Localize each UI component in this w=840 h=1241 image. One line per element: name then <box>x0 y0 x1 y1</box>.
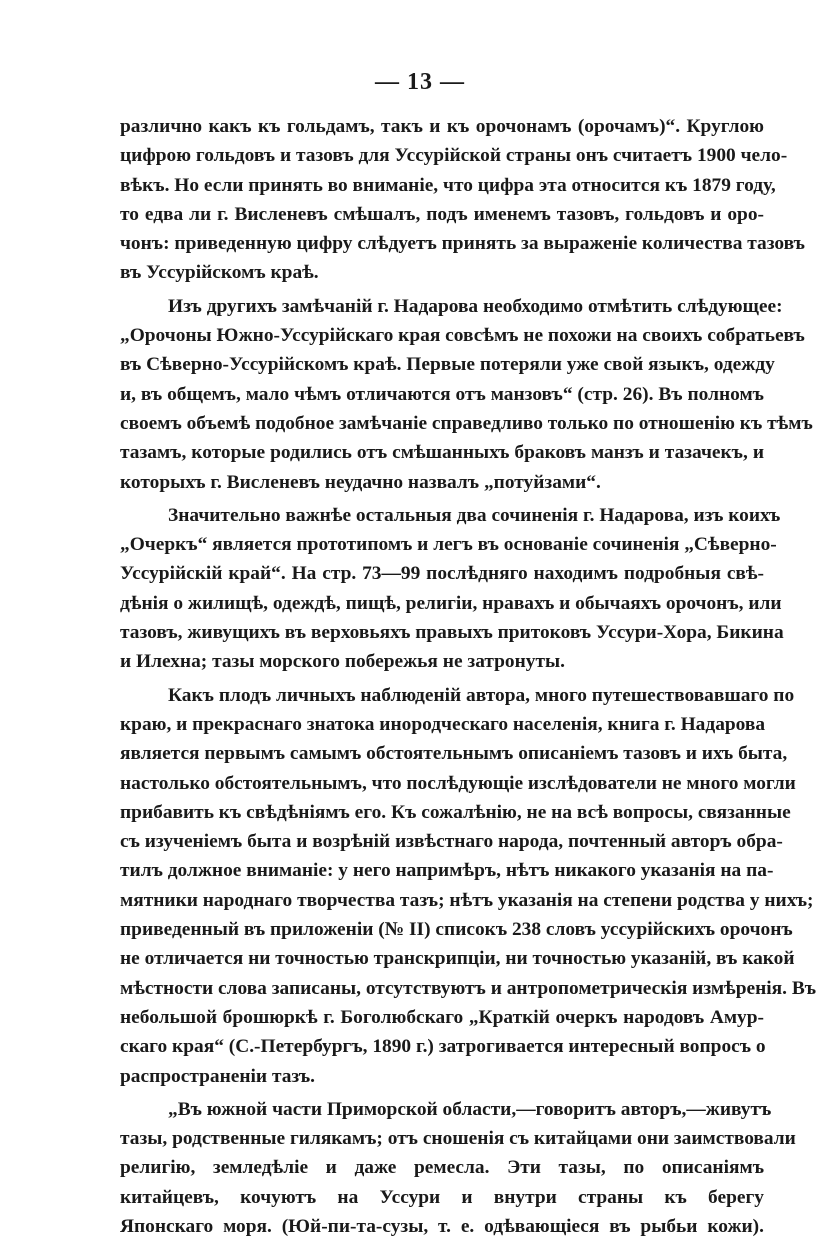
text-line: своемъ объемѣ подобное замѣчаніе справедливо только по отношенію къ тѣмъ <box>120 412 813 434</box>
text-line: которыхъ г. Висленевъ неудачно назвалъ „потуйзами“. <box>120 471 601 493</box>
text-line: различно какъ къ гольдамъ, такъ и къ орочонамъ (орочамъ)“. Круглою <box>120 116 764 137</box>
text-line: не отличается ни точностью транскрипціи, ни точностью указаній, въ какой <box>120 948 795 970</box>
paragraph-4 <box>120 681 817 1091</box>
text-line: Уссурійскій край“. На стр. 73—99 послѣдняго находимъ подробныя свѣ- <box>120 563 764 585</box>
text-line: китайцевъ, кочуютъ на Уссури и внутри страны къ берегу <box>120 1186 764 1208</box>
text-line: краю, и прекраснаго знатока инородческаго населенія, книга г. Надарова <box>120 713 766 735</box>
text-line: Японскаго моря. (Юй-пи-та-сузы, т. е. одѣвающіеся въ рыбьи кожи). <box>120 1215 764 1237</box>
text-line: приведенный въ приложеніи (№ II) списокъ 238 словъ уссурійскихъ орочонъ <box>120 919 793 941</box>
text-line: вѣкъ. Но если принять во вниманіе, что цифра эта относится къ 1879 году, <box>120 174 776 196</box>
text-line: дѣнія о жилищѣ, одеждѣ, пищѣ, религіи, нравахъ и обычаяхъ орочонъ, или <box>120 592 782 614</box>
text-line: распространеніи тазъ. <box>120 1065 316 1087</box>
paragraph-3 <box>120 501 784 677</box>
text-line: скаго края“ (С.-Петербургъ, 1890 г.) затрогивается интересный вопросъ о <box>120 1036 766 1058</box>
text-line: мѣстности слова записаны, отсутствуютъ и антропометрическія измѣренія. Въ <box>120 977 817 999</box>
text-line: мятники народнаго творчества тазъ; нѣтъ указанія на степени родства у нихъ; <box>120 889 814 911</box>
text-line: тилъ должное вниманіе: у него напримѣръ, нѣтъ никакого указанія на па- <box>120 860 774 882</box>
text-line: съ изученіемъ быта и возрѣній извѣстнаго народа, почтенный авторъ обра- <box>120 831 783 853</box>
page-number: — 13 — <box>375 69 465 95</box>
text-line: „Очеркъ“ является прототипомъ и легъ въ основаніе сочиненія „Сѣверно- <box>120 534 777 556</box>
text-line: „Въ южной части Приморской области,—говоритъ авторъ,—живутъ <box>168 1098 772 1120</box>
paragraph-2 <box>120 292 813 497</box>
text-line: чонъ: приведенную цифру слѣдуетъ принять за выраженіе количества тазовъ <box>120 233 805 255</box>
text-line: прибавить къ свѣдѣніямъ его. Къ сожалѣнію, не на всѣ вопросы, связанные <box>120 801 791 823</box>
body-text <box>120 112 817 1241</box>
text-line: тазамъ, которые родились отъ смѣшанныхъ браковъ манзъ и тазачекъ, и <box>120 442 764 464</box>
text-line: Какъ плодъ личныхъ наблюденій автора, много путешествовавшаго по <box>168 684 795 706</box>
text-line: Изъ другихъ замѣчаній г. Надарова необходимо отмѣтить слѣдующее: <box>168 295 783 317</box>
text-line: небольшой брошюркѣ г. Боголюбскаго „Краткій очеркъ народовъ Амур- <box>120 1006 764 1028</box>
text-line: религію, земледѣліе и даже ремесла. Эти тазы, по описаніямъ <box>120 1157 764 1179</box>
text-line: является первымъ самымъ обстоятельнымъ описаніемъ тазовъ и ихъ быта, <box>120 743 788 765</box>
text-line: то едва ли г. Висленевъ смѣшалъ, подъ именемъ тазовъ, гольдовъ и оро- <box>120 203 764 225</box>
text-line: настолько обстоятельнымъ, что послѣдующіе изслѣдователи не много могли <box>120 772 796 794</box>
text-line: въ Уссурійскомъ краѣ. <box>120 262 319 284</box>
text-line: въ Сѣверно-Уссурійскомъ краѣ. Первые потеряли уже свой языкъ, одежду <box>120 354 775 376</box>
text-line: цифрою гольдовъ и тазовъ для Уссурійской страны онъ считаетъ 1900 чело- <box>120 145 788 167</box>
paragraph-5 <box>120 1095 796 1241</box>
text-line: и, въ общемъ, мало чѣмъ отличаются отъ манзовъ“ (стр. 26). Въ полномъ <box>120 383 764 405</box>
text-line: тазовъ, живущихъ въ верховьяхъ правыхъ притоковъ Уссури-Хора, Бикина <box>120 622 784 644</box>
text-line: тазы, родственные гилякамъ; отъ сношенія съ китайцами они заимствовали <box>120 1128 796 1150</box>
text-line: „Орочоны Южно-Уссурійскаго края совсѣмъ не похожи на своихъ собратьевъ <box>120 325 805 347</box>
text-line: Значительно важнѣе остальныя два сочиненія г. Надарова, изъ коихъ <box>168 504 781 526</box>
text-line: и Илехна; тазы морского побережья не затронуты. <box>120 651 566 673</box>
paragraph-1 <box>120 112 805 288</box>
